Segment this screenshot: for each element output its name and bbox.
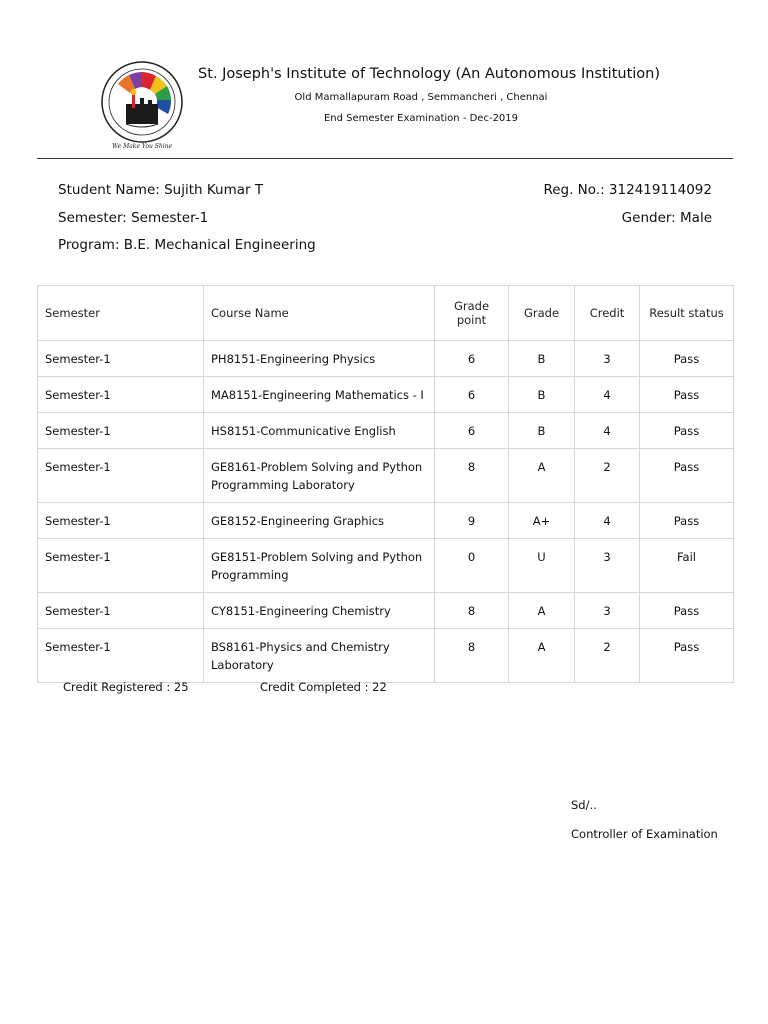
cell-status: Pass — [640, 377, 734, 413]
cell-grade-point: 8 — [435, 629, 509, 683]
table-header-row — [38, 286, 734, 341]
institute-logo — [96, 58, 188, 150]
cell-course: HS8151-Communicative English — [204, 413, 435, 449]
table-row — [38, 413, 734, 449]
document-header — [0, 0, 768, 160]
cell-semester: Semester-1 — [38, 593, 204, 629]
cell-semester: Semester-1 — [38, 503, 204, 539]
cell-semester: Semester-1 — [38, 629, 204, 683]
cell-grade: B — [509, 377, 575, 413]
table-row — [38, 539, 734, 593]
cell-course: GE8151-Problem Solving and Python Programming — [204, 539, 435, 593]
institution-name: St. Joseph's Institute of Technology (An Autonomous Institution) — [198, 66, 661, 82]
header-grade-point: Grade point — [435, 286, 509, 341]
cell-semester: Semester-1 — [38, 449, 204, 503]
cell-credit: 3 — [575, 539, 640, 593]
cell-grade: B — [509, 341, 575, 377]
exam-title: End Semester Examination - Dec-2019 — [323, 113, 519, 124]
table-row — [38, 377, 734, 413]
cell-credit: 4 — [575, 503, 640, 539]
cell-grade: B — [509, 413, 575, 449]
cell-status: Pass — [640, 449, 734, 503]
cell-credit: 2 — [575, 449, 640, 503]
semester-info: Semester: Semester-1 — [58, 210, 209, 226]
cell-grade-point: 8 — [435, 593, 509, 629]
header-result-status: Result status — [640, 286, 734, 341]
cell-course: BS8161-Physics and Chemistry Laboratory — [204, 629, 435, 683]
credit-completed: Credit Completed : 22 — [260, 680, 387, 694]
logo-motto: We Make You Shine — [111, 143, 173, 150]
cell-credit: 4 — [575, 413, 640, 449]
header-grade: Grade — [509, 286, 575, 341]
cell-semester: Semester-1 — [38, 539, 204, 593]
signature-mark: Sd/.. — [571, 798, 597, 812]
cell-semester: Semester-1 — [38, 413, 204, 449]
cell-course: GE8161-Problem Solving and Python Programming Laboratory — [204, 449, 435, 503]
results-table — [37, 285, 734, 683]
cell-credit: 3 — [575, 593, 640, 629]
cell-status: Pass — [640, 503, 734, 539]
cell-credit: 4 — [575, 377, 640, 413]
cell-credit: 2 — [575, 629, 640, 683]
program-info: Program: B.E. Mechanical Engineering — [58, 237, 316, 253]
cell-course: CY8151-Engineering Chemistry — [204, 593, 435, 629]
cell-course: GE8152-Engineering Graphics — [204, 503, 435, 539]
cell-grade-point: 6 — [435, 413, 509, 449]
cell-grade-point: 6 — [435, 377, 509, 413]
cell-credit: 3 — [575, 341, 640, 377]
cell-grade-point: 9 — [435, 503, 509, 539]
header-course-name: Course Name — [204, 286, 435, 341]
cell-status: Pass — [640, 341, 734, 377]
cell-status: Pass — [640, 413, 734, 449]
credit-registered: Credit Registered : 25 — [63, 680, 189, 694]
reg-number: Reg. No.: 312419114092 — [543, 182, 712, 198]
institution-address: Old Mamallapuram Road , Semmancheri , Chennai — [294, 92, 548, 103]
cell-grade: A — [509, 593, 575, 629]
cell-grade-point: 8 — [435, 449, 509, 503]
cell-status: Fail — [640, 539, 734, 593]
cell-grade: U — [509, 539, 575, 593]
cell-grade: A — [509, 449, 575, 503]
table-row — [38, 629, 734, 683]
cell-status: Pass — [640, 629, 734, 683]
table-row — [38, 593, 734, 629]
cell-grade: A+ — [509, 503, 575, 539]
cell-course: PH8151-Engineering Physics — [204, 341, 435, 377]
header-semester: Semester — [38, 286, 204, 341]
cell-semester: Semester-1 — [38, 377, 204, 413]
cell-grade: A — [509, 629, 575, 683]
cell-grade-point: 6 — [435, 341, 509, 377]
table-row — [38, 503, 734, 539]
table-row — [38, 449, 734, 503]
table-row — [38, 341, 734, 377]
student-name: Student Name: Sujith Kumar T — [58, 182, 264, 198]
header-credit: Credit — [575, 286, 640, 341]
gender-info: Gender: Male — [621, 210, 712, 226]
signature-title: Controller of Examination — [571, 827, 718, 841]
cell-course: MA8151-Engineering Mathematics - I — [204, 377, 435, 413]
header-divider — [37, 158, 733, 159]
cell-semester: Semester-1 — [38, 341, 204, 377]
cell-status: Pass — [640, 593, 734, 629]
cell-grade-point: 0 — [435, 539, 509, 593]
